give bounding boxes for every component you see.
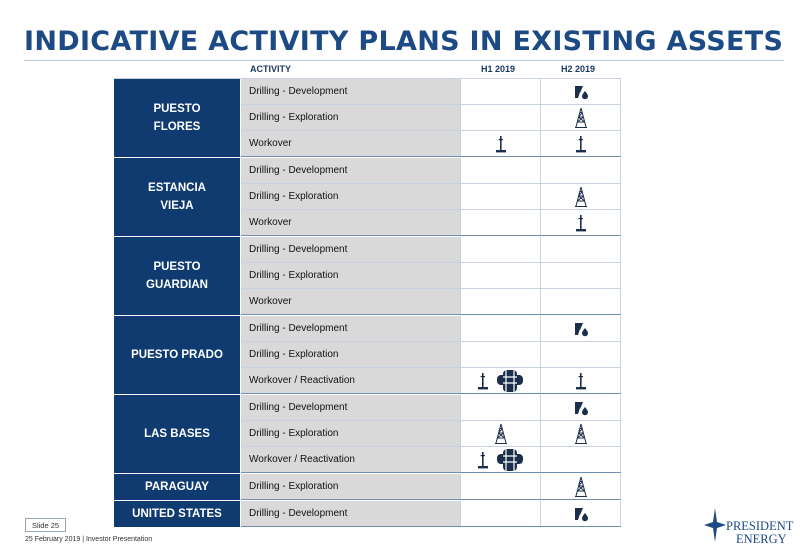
drilling-rig-icon: [574, 107, 588, 129]
h1-cell: [460, 79, 540, 104]
drilling-rig-icon: [574, 476, 588, 498]
h1-cell: [460, 210, 540, 235]
table-row: [241, 184, 621, 210]
column-header-h2: H2 2019: [561, 64, 596, 74]
table-row: [241, 395, 621, 421]
logo-line-1: PRESIDENT: [726, 519, 794, 533]
h2-cell: [540, 237, 621, 262]
region-group: [114, 79, 621, 158]
activity-label: Drilling - Development: [241, 158, 460, 183]
activity-label: Drilling - Exploration: [241, 184, 460, 209]
h2-cell: [540, 79, 621, 104]
table-row: [241, 447, 621, 473]
h1-cell: [460, 237, 540, 262]
table-row: [241, 105, 621, 131]
activity-label: Drilling - Exploration: [241, 421, 460, 446]
region-label: LAS BASES: [114, 395, 241, 473]
region-group: [114, 237, 621, 316]
company-logo: [704, 506, 796, 550]
region-group: [114, 316, 621, 395]
h2-cell: [540, 158, 621, 183]
h2-cell: [540, 395, 621, 420]
h1-cell: [460, 421, 540, 446]
table-row: [241, 501, 621, 527]
h2-cell: [540, 447, 621, 472]
activity-label: Drilling - Development: [241, 237, 460, 262]
region-group: [114, 395, 621, 474]
workover-rig-icon: [477, 372, 489, 390]
region-label: ESTANCIA VIEJA: [114, 158, 241, 236]
workover-rig-icon: [495, 135, 507, 153]
h2-cell: [540, 263, 621, 288]
table-row: [241, 79, 621, 105]
h1-cell: [460, 184, 540, 209]
activity-label: Workover: [241, 131, 460, 156]
pipeline-valve-icon: [495, 368, 525, 394]
h2-cell: [540, 210, 621, 235]
region-label: PUESTO FLORES: [114, 79, 241, 157]
table-row: [241, 342, 621, 368]
h2-cell: [540, 501, 621, 526]
activity-label: Drilling - Development: [241, 79, 460, 104]
pipeline-valve-icon: [495, 447, 525, 473]
slide-number: Slide 25: [25, 518, 66, 532]
h2-cell: [540, 342, 621, 367]
region-label: PARAGUAY: [114, 474, 241, 500]
h2-cell: [540, 316, 621, 341]
table-row: [241, 421, 621, 447]
activity-label: Drilling - Development: [241, 395, 460, 420]
h1-cell: [460, 289, 540, 314]
table-row: [241, 263, 621, 289]
h1-cell: [460, 342, 540, 367]
activity-label: Drilling - Exploration: [241, 263, 460, 288]
footer-text: 25 February 2019 | Investor Presentation: [25, 536, 153, 543]
h2-cell: [540, 421, 621, 446]
table-row: [241, 316, 621, 342]
development-icon: [573, 506, 589, 522]
h1-cell: [460, 131, 540, 156]
development-icon: [573, 400, 589, 416]
column-header-activity: ACTIVITY: [250, 64, 292, 74]
activity-label: Drilling - Exploration: [241, 105, 460, 130]
h2-cell: [540, 105, 621, 130]
activity-label: Drilling - Exploration: [241, 474, 460, 499]
h1-cell: [460, 368, 540, 393]
table-row: [241, 474, 621, 500]
h1-cell: [460, 105, 540, 130]
drilling-rig-icon: [494, 423, 508, 445]
region-label: PUESTO GUARDIAN: [114, 237, 241, 315]
region-label: PUESTO PRADO: [114, 316, 241, 394]
region-group: [114, 501, 621, 528]
activity-table: [114, 78, 621, 528]
activity-label: Workover: [241, 210, 460, 235]
region-group: [114, 158, 621, 237]
activity-label: Workover: [241, 289, 460, 314]
table-row: [241, 289, 621, 315]
h2-cell: [540, 289, 621, 314]
workover-rig-icon: [575, 214, 587, 232]
development-icon: [573, 321, 589, 337]
activity-label: Workover / Reactivation: [241, 368, 460, 393]
activity-label: Drilling - Development: [241, 501, 460, 526]
drilling-rig-icon: [574, 423, 588, 445]
h1-cell: [460, 474, 540, 499]
title-divider: [24, 60, 784, 61]
workover-rig-icon: [575, 372, 587, 390]
activity-label: Drilling - Development: [241, 316, 460, 341]
drilling-rig-icon: [574, 186, 588, 208]
column-header-h1: H1 2019: [481, 64, 516, 74]
h2-cell: [540, 131, 621, 156]
h1-cell: [460, 316, 540, 341]
h2-cell: [540, 368, 621, 393]
logo-line-2: ENERGY: [736, 532, 787, 546]
star-icon: [704, 508, 726, 542]
h2-cell: [540, 474, 621, 499]
region-group: [114, 474, 621, 501]
development-icon: [573, 84, 589, 100]
activity-label: Workover / Reactivation: [241, 447, 460, 472]
table-row: [241, 210, 621, 236]
table-row: [241, 158, 621, 184]
table-row: [241, 368, 621, 394]
h2-cell: [540, 184, 621, 209]
h1-cell: [460, 395, 540, 420]
workover-rig-icon: [575, 135, 587, 153]
page-title: INDICATIVE ACTIVITY PLANS IN EXISTING ASSETS: [24, 26, 784, 57]
h1-cell: [460, 447, 540, 472]
table-row: [241, 131, 621, 157]
table-row: [241, 237, 621, 263]
h1-cell: [460, 263, 540, 288]
region-label: UNITED STATES: [114, 501, 241, 527]
h1-cell: [460, 158, 540, 183]
workover-rig-icon: [477, 451, 489, 469]
activity-label: Drilling - Exploration: [241, 342, 460, 367]
h1-cell: [460, 501, 540, 526]
